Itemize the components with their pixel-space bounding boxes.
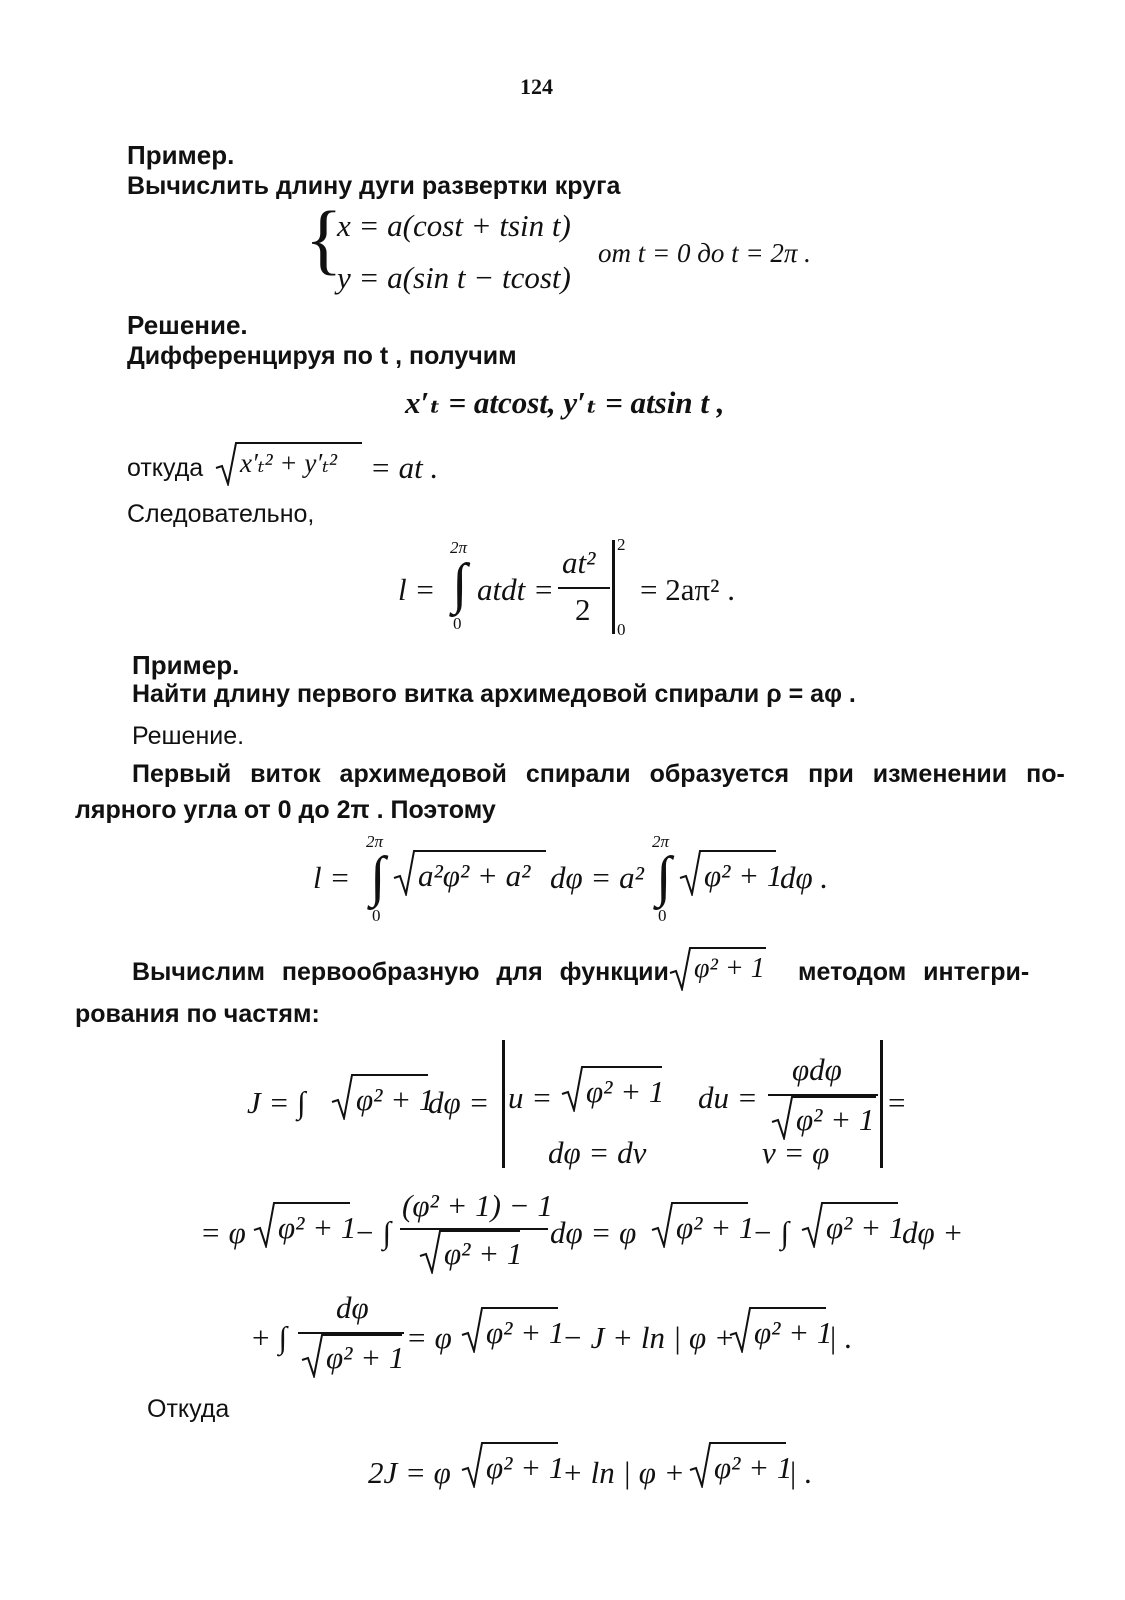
integrand: atdt = bbox=[477, 572, 554, 607]
spiral-dphi1: dφ = a² bbox=[550, 860, 644, 895]
line3-denominator: φ² + 1 bbox=[326, 1340, 405, 1375]
antiderivative-text-a: Вычислим первообразную для функции bbox=[132, 958, 669, 986]
integral-lower-limit: 0 bbox=[453, 614, 462, 633]
antiderivative-sqrt bbox=[668, 945, 768, 991]
parameter-range: от t = 0 до t = 2π . bbox=[598, 238, 811, 268]
final-middle: + ln | φ + bbox=[562, 1455, 685, 1490]
du-numerator: φdφ bbox=[792, 1052, 842, 1087]
dphi-dv: dφ = dv bbox=[548, 1135, 647, 1170]
spiral-int2-sign: ∫ bbox=[656, 846, 672, 908]
J-dphi: dφ = bbox=[428, 1085, 490, 1120]
page-number: 124 bbox=[520, 74, 553, 99]
u-value: φ² + 1 bbox=[586, 1074, 665, 1109]
equation-y: y = a(sin t − tcost) bbox=[337, 260, 571, 295]
spiral-int2-lower: 0 bbox=[658, 906, 667, 925]
whence-text: Откуда bbox=[147, 1395, 230, 1423]
line3-sqrt1-expr: φ² + 1 bbox=[486, 1315, 565, 1350]
paragraph-line-2: лярного угла от 0 до 2π . Поэтому bbox=[75, 796, 496, 824]
spiral-length-lhs: l = bbox=[313, 860, 351, 895]
line2-middle: dφ = φ bbox=[550, 1215, 637, 1250]
equation-x: x = a(cost + tsin t) bbox=[337, 208, 571, 243]
du-definition: du = bbox=[698, 1080, 758, 1115]
system-brace: { bbox=[305, 195, 343, 282]
line2-sqrt3 bbox=[800, 1200, 905, 1248]
example-1-heading: Пример. bbox=[127, 140, 235, 170]
antiderivative-line-2: рования по частям: bbox=[75, 1000, 320, 1028]
line2-start: = φ bbox=[200, 1215, 246, 1250]
matrix-equals: = bbox=[888, 1085, 906, 1120]
sqrt-speed bbox=[214, 440, 364, 486]
solution-2-heading: Решение. bbox=[132, 722, 245, 750]
final-sqrt2-expr: φ² + 1 bbox=[714, 1450, 793, 1485]
line3-start: + ∫ bbox=[250, 1320, 288, 1355]
J-lhs: J = ∫ bbox=[247, 1085, 306, 1120]
sqrt-speed-expr: x′ₜ² + y′ₜ² bbox=[240, 448, 338, 478]
line2-second-integral: − ∫ bbox=[752, 1215, 790, 1250]
spiral-integrand1: a²φ² + a² bbox=[418, 858, 531, 893]
line2-denominator-sqrt bbox=[418, 1226, 522, 1274]
spiral-int2-upper: 2π bbox=[652, 832, 670, 851]
J-sqrt bbox=[330, 1072, 435, 1120]
derivatives-formula: x′ₜ = atcost, y′ₜ = atsin t , bbox=[405, 385, 725, 420]
arc-length-lhs: l = bbox=[398, 572, 436, 607]
spiral-int1-sign: ∫ bbox=[370, 846, 386, 908]
u-sqrt bbox=[560, 1064, 664, 1112]
final-sqrt1-expr: φ² + 1 bbox=[486, 1450, 565, 1485]
spiral-sqrt2 bbox=[678, 848, 783, 896]
arc-length-result: = 2aπ² . bbox=[640, 572, 735, 607]
evaluation-lower: 0 bbox=[617, 620, 626, 639]
whence-word: откуда bbox=[127, 454, 204, 482]
final-end: | . bbox=[790, 1455, 812, 1490]
v-definition: v = φ bbox=[762, 1135, 830, 1170]
integral-sign: ∫ bbox=[452, 553, 468, 615]
differentiation-text: Дифференцируя по t , получим bbox=[127, 342, 517, 370]
example-1-task: Вычислить длину дуги развертки круга bbox=[127, 172, 621, 200]
line2-sqrt1 bbox=[252, 1200, 357, 1248]
line3-middle: − J + ln | φ + bbox=[562, 1320, 735, 1355]
line3-equals: = φ bbox=[406, 1320, 452, 1355]
line3-end: | . bbox=[830, 1320, 852, 1355]
du-denominator-sqrt bbox=[770, 1092, 878, 1140]
spiral-int1-upper: 2π bbox=[366, 832, 384, 851]
antiderivative-text-b: методом интегри- bbox=[798, 958, 1030, 986]
line3-denominator-sqrt bbox=[300, 1330, 404, 1378]
evaluation-upper: 2 bbox=[617, 535, 626, 554]
line2-numerator: (φ² + 1) − 1 bbox=[402, 1188, 553, 1223]
speed-result: = at . bbox=[370, 450, 439, 485]
final-start: 2J = φ bbox=[368, 1455, 451, 1490]
line3-numerator: dφ bbox=[336, 1290, 369, 1325]
line3-sqrt1 bbox=[460, 1305, 565, 1353]
paragraph-line-1: Первый виток архимедовой спирали образуется при изменении по- bbox=[132, 760, 1065, 788]
line3-sqrt2 bbox=[728, 1305, 833, 1353]
antiderivative-function: φ² + 1 bbox=[694, 953, 765, 984]
J-integrand: φ² + 1 bbox=[356, 1082, 435, 1117]
integral-upper-limit: 2π bbox=[450, 538, 468, 557]
solution-1-heading: Решение. bbox=[127, 310, 248, 340]
u-definition: u = bbox=[508, 1080, 553, 1115]
spiral-sqrt1 bbox=[392, 848, 548, 896]
spiral-int1-lower: 0 bbox=[372, 906, 381, 925]
line2-minus-integral: − ∫ bbox=[354, 1215, 392, 1250]
line2-end: dφ + bbox=[902, 1215, 964, 1250]
example-2-task: Найти длину первого витка архимедовой спирали ρ = aφ . bbox=[132, 680, 856, 708]
line2-denominator: φ² + 1 bbox=[444, 1236, 523, 1271]
spiral-integrand2: φ² + 1 bbox=[704, 858, 783, 893]
line2-sqrt3-expr: φ² + 1 bbox=[826, 1210, 905, 1245]
line2-sqrt2 bbox=[650, 1200, 755, 1248]
fraction-numerator: at² bbox=[562, 545, 596, 580]
example-2-heading: Пример. bbox=[132, 650, 240, 680]
therefore-text: Следовательно, bbox=[127, 500, 315, 528]
line2-sqrt1-expr: φ² + 1 bbox=[278, 1210, 357, 1245]
spiral-dphi2: dφ . bbox=[780, 860, 829, 895]
line2-sqrt2-expr: φ² + 1 bbox=[676, 1210, 755, 1245]
fraction-denominator: 2 bbox=[575, 592, 591, 627]
du-denominator: φ² + 1 bbox=[796, 1102, 875, 1137]
final-sqrt2 bbox=[688, 1440, 793, 1488]
line3-sqrt2-expr: φ² + 1 bbox=[754, 1315, 833, 1350]
final-sqrt1 bbox=[460, 1440, 565, 1488]
